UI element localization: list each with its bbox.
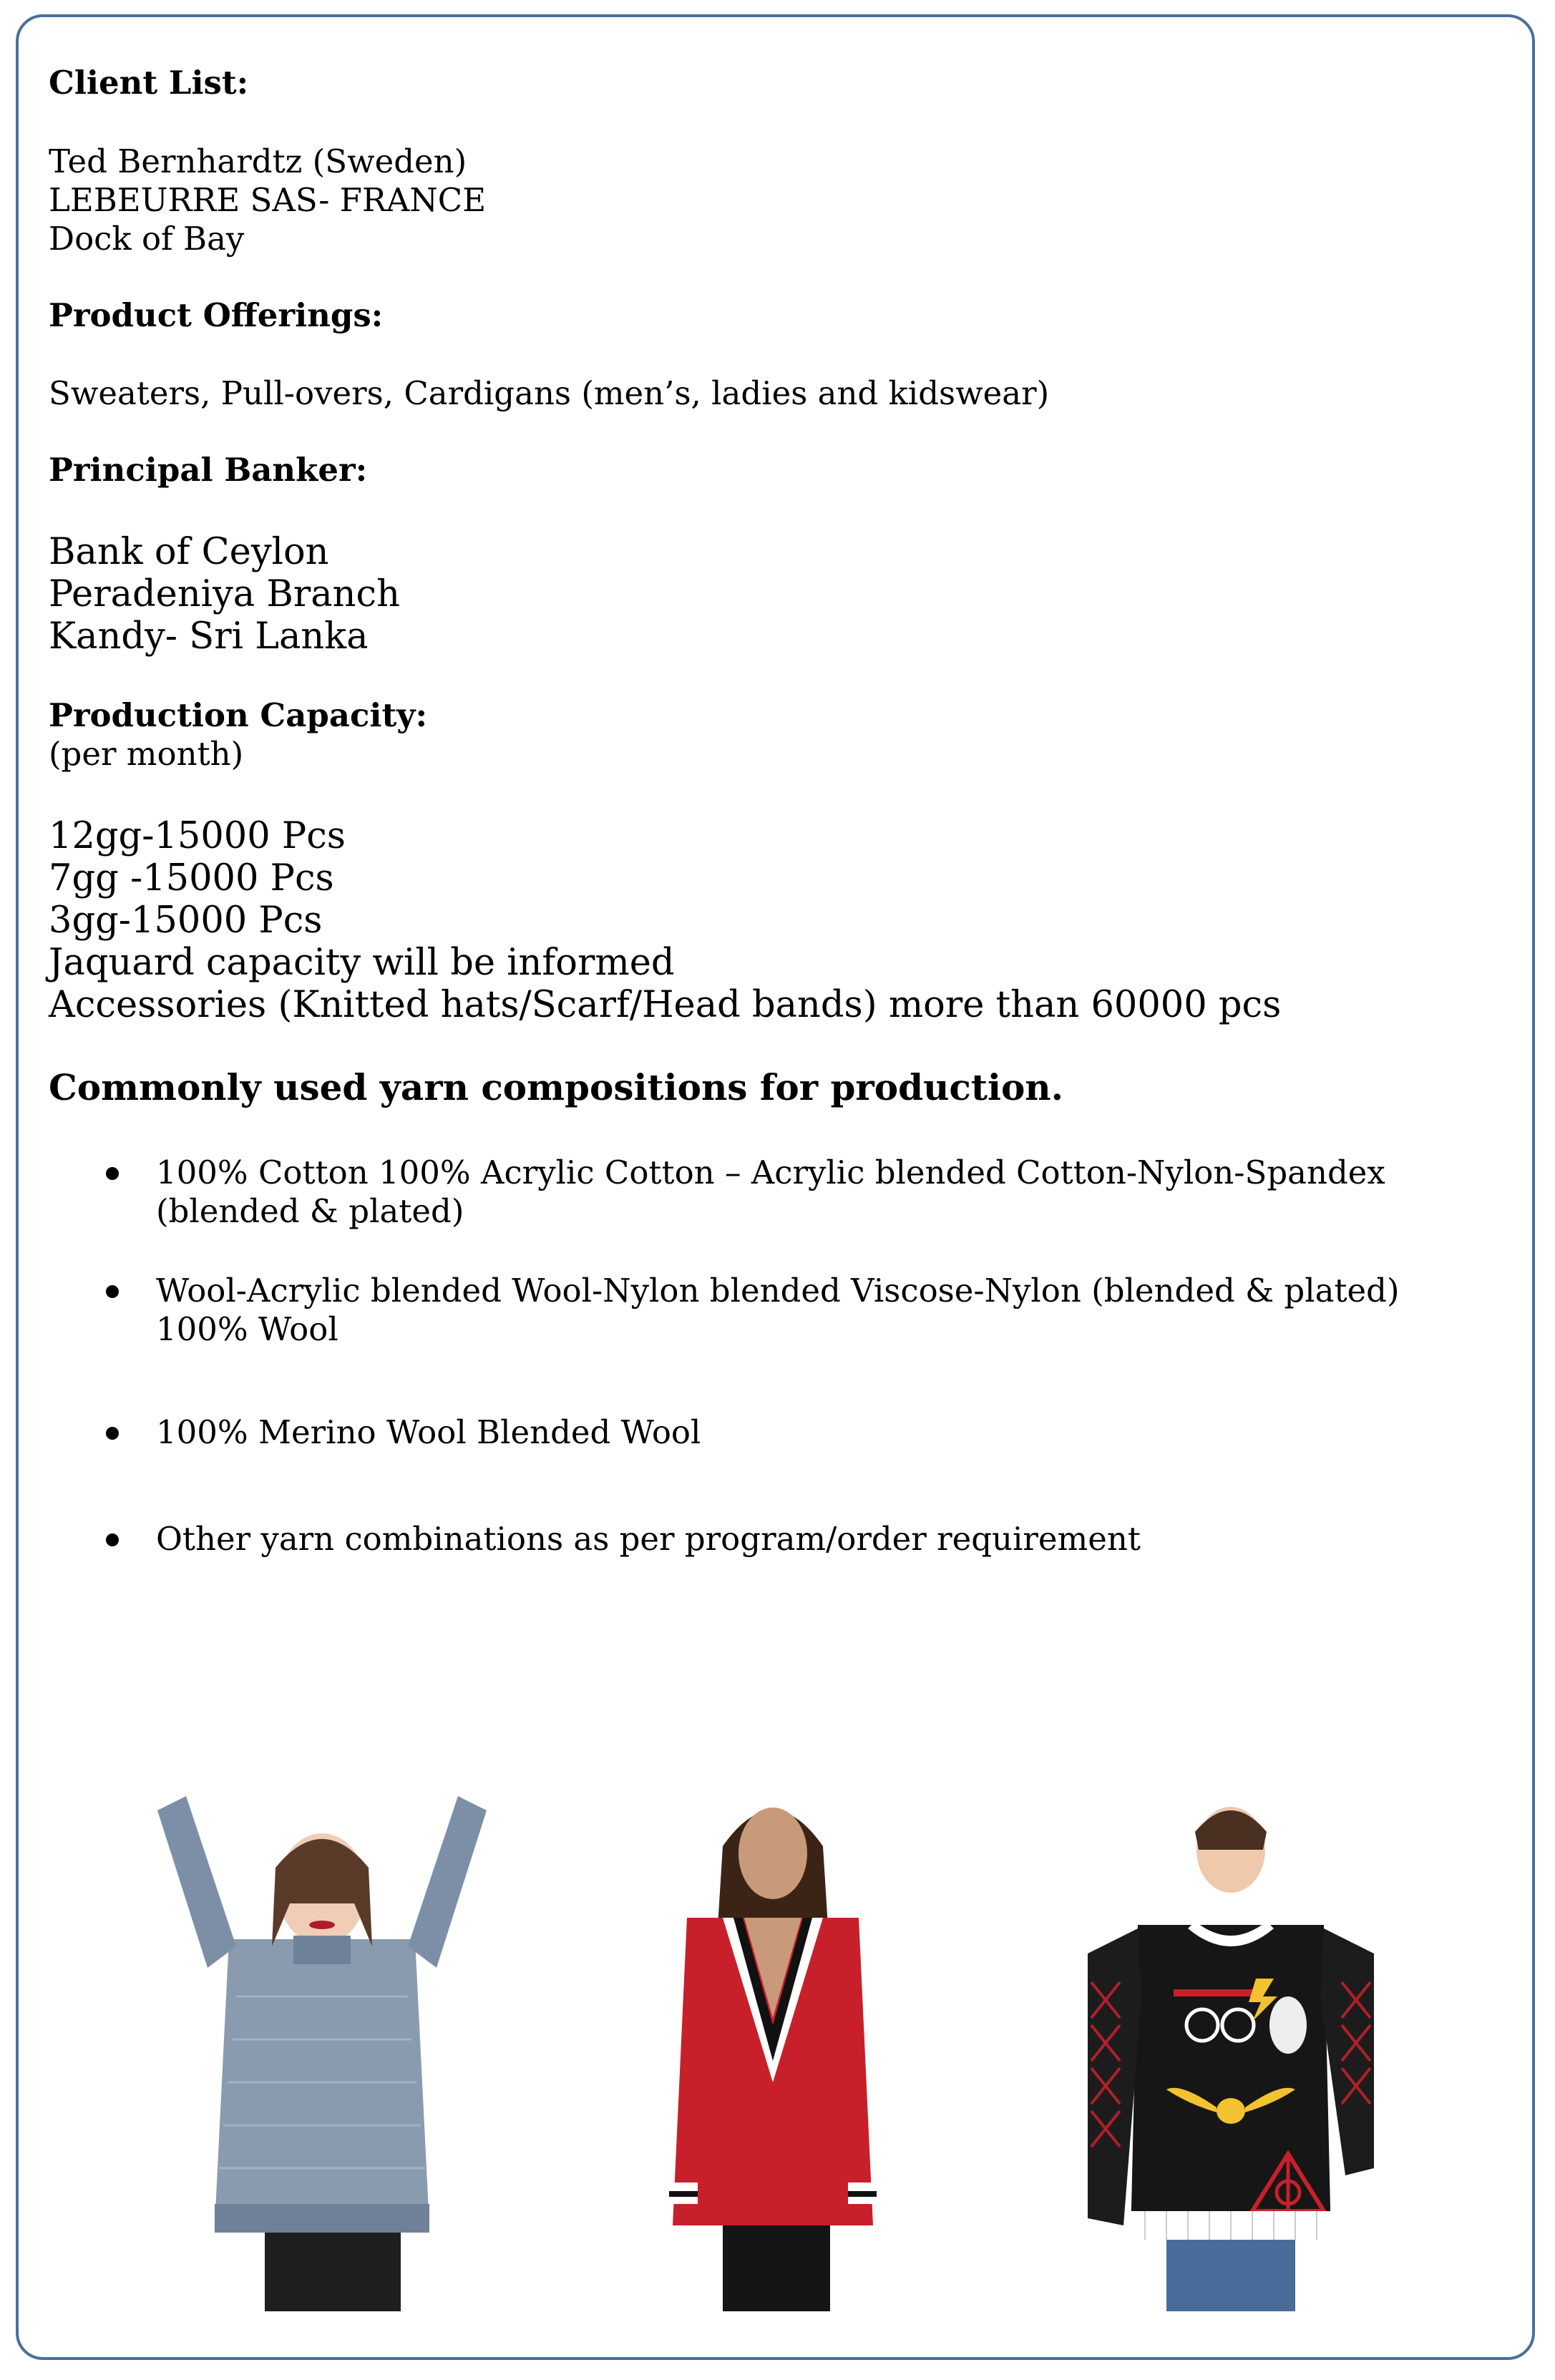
yarn-bullet-line: 100% Merino Wool Blended Wool [156,1413,701,1451]
client-item: Ted Bernhardtz (Sweden) [49,142,467,180]
client-list-heading: Client List: [49,64,249,102]
capacity-line: 3gg-15000 Pcs [49,899,323,942]
capacity-line: 12gg-15000 Pcs [49,815,346,857]
client-item: LEBEURRE SAS- FRANCE [49,181,487,219]
client-item: Dock of Bay [49,220,245,258]
black-novelty-sweater-photo [1073,1782,1388,2318]
production-capacity-heading: Production Capacity: [49,696,428,734]
yarn-bullet-line: 100% Wool [156,1310,338,1348]
banker-line: Peradeniya Branch [49,573,400,615]
capacity-line: Accessories (Knitted hats/Scarf/Head bands) more than 60000 pcs [49,984,1282,1026]
capacity-line: 7gg -15000 Pcs [49,857,334,899]
yarn-heading: Commonly used yarn compositions for production. [49,1066,1064,1108]
yarn-bullet-line: 100% Cotton 100% Acrylic Cotton – Acrylic blended Cotton-Nylon-Spandex [156,1154,1385,1191]
production-capacity-subheading: (per month) [49,735,244,773]
product-offerings-heading: Product Offerings: [49,296,384,334]
red-v-neck-sweater-photo [644,1782,902,2318]
banker-line: Kandy- Sri Lanka [49,615,369,658]
bullet-dot [106,1167,119,1180]
yarn-bullet-line: Other yarn combinations as per program/order requirement [156,1520,1141,1558]
capacity-line: Jaquard capacity will be informed [49,942,675,984]
bullet-dot [106,1285,119,1298]
yarn-bullet-line: Wool-Acrylic blended Wool-Nylon blended Viscose-Nylon (blended & plated) [156,1272,1400,1310]
yarn-bullet-line: (blended & plated) [156,1192,464,1230]
product-offerings-text: Sweaters, Pull-overs, Cardigans (men’s, ladies and kidswear) [49,374,1050,412]
bullet-dot [106,1533,119,1546]
principal-banker-heading: Principal Banker: [49,451,368,489]
bullet-dot [106,1427,119,1440]
banker-line: Bank of Ceylon [49,531,329,573]
grey-knit-sweater-photo [143,1782,501,2318]
